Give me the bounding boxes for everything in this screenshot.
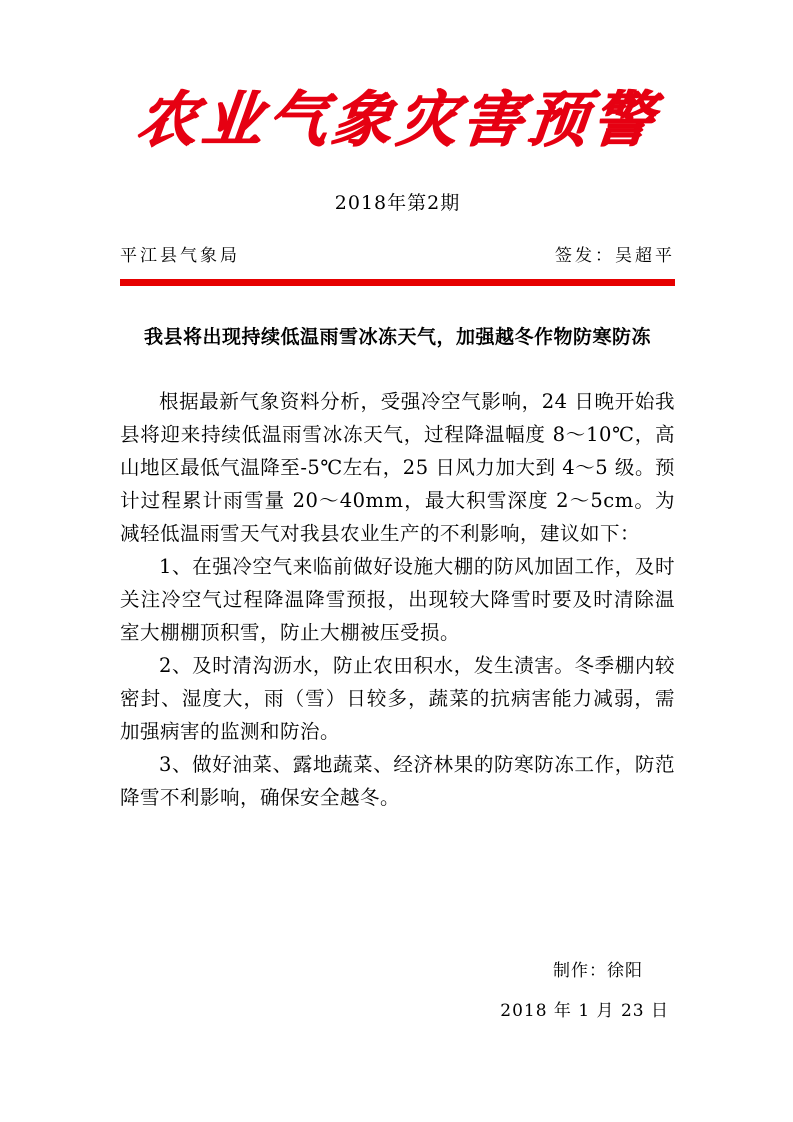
issuer-signature: 签发：吴超平 (555, 246, 675, 266)
document-headline: 我县将出现持续低温雨雪冰冻天气，加强越冬作物防寒防冻 (143, 326, 651, 348)
byline-row (120, 241, 675, 266)
body-paragraph-3: 2、及时清沟沥水，防止农田积水，发生渍害。冬季棚内较密封、湿度大，雨（雪）日较多，蔬菜的抗病害能力减弱，需加强病害的监测和防治。 (120, 654, 675, 743)
document-body (120, 385, 675, 814)
body-paragraph-4: 3、做好油菜、露地蔬菜、经济林果的防寒防冻工作，防范降雪不利影响，确保安全越冬。 (120, 753, 675, 809)
document-footer (120, 956, 675, 1021)
footer-producer: 制作：徐阳 (553, 961, 643, 981)
body-paragraph-2: 1、在强冷空气来临前做好设施大棚的防风加固工作，及时关注冷空气过程降温降雪预报，出现较大降雪时要及时清除温室大棚棚顶积雪，防止大棚被压受损。 (120, 555, 675, 644)
red-divider-rule (120, 279, 675, 286)
footer-date: 2018 年 1 月 23 日 (500, 1001, 669, 1021)
issuing-agency: 平江县气象局 (120, 246, 240, 266)
body-paragraph-1: 根据最新气象资料分析，受强冷空气影响，24 日晚开始我县将迎来持续低温雨雪冰冻天气，过程降温幅度 8～10℃，高山地区最低气温降至-5℃左右，25 日风力加大到 4～5 级。预计过程累计雨雪量 20～40mm，最大积雪深度 2～5cm。为减轻低温雨雪天气对我县农业生产的不利影响，建议如下： (120, 390, 675, 545)
document-title: 农业气象灾害预警 (133, 85, 661, 155)
issue-number: 2018年第2期 (334, 192, 461, 214)
